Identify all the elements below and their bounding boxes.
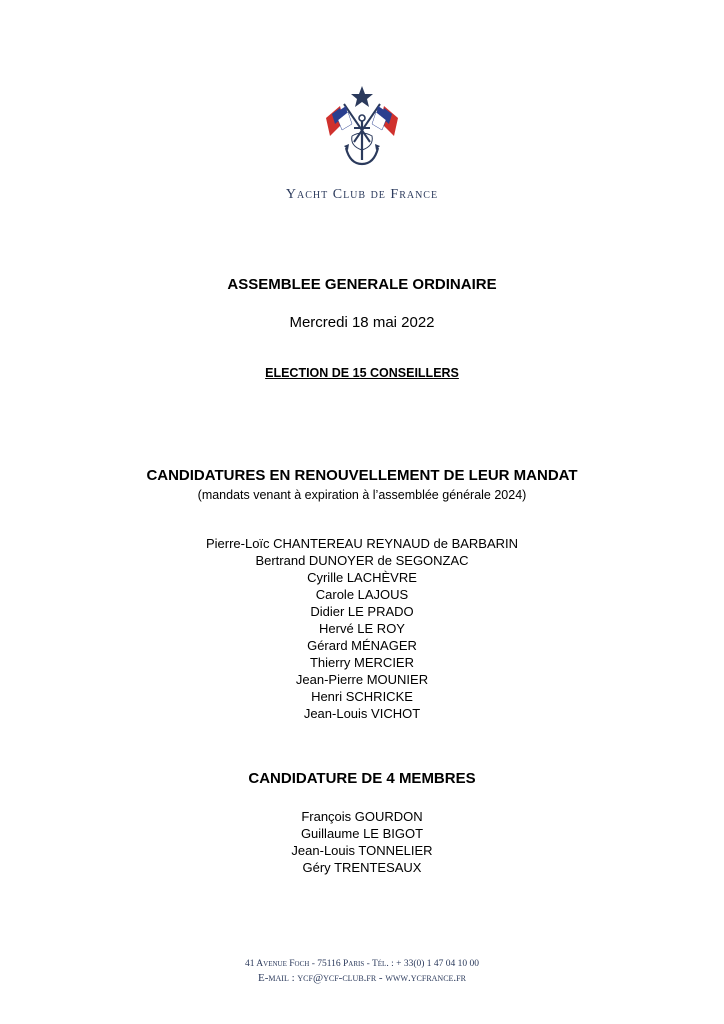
footer-contact: E-mail : ycf@ycf-club.fr - www.ycfrance.fr — [258, 972, 466, 984]
list-item: Géry TRENTESAUX — [302, 860, 422, 875]
meeting-title: ASSEMBLEE GENERALE ORDINAIRE — [227, 276, 497, 293]
new-members-heading: CANDIDATURE DE 4 MEMBRES — [248, 770, 476, 787]
list-item: Pierre-Loïc CHANTEREAU REYNAUD de BARBARIN — [205, 536, 519, 551]
list-item: Jean-Louis VICHOT — [303, 706, 421, 721]
renewal-subheading: (mandats venant à expiration à l’assemblée générale 2024) — [197, 488, 527, 502]
renewal-heading: CANDIDATURES EN RENOUVELLEMENT DE LEUR MANDAT — [146, 467, 578, 484]
list-item: Cyrille LACHÈVRE — [307, 570, 417, 585]
renewal-candidate-list — [0, 535, 724, 722]
yacht-club-burgee-anchor-icon — [322, 84, 402, 174]
meeting-date: Mercredi 18 mai 2022 — [289, 314, 435, 331]
club-name: Yacht Club de France — [285, 187, 439, 202]
list-item: Hervé LE ROY — [319, 621, 405, 636]
list-item: Guillaume LE BIGOT — [300, 826, 424, 841]
list-item: Carole LAJOUS — [315, 587, 409, 602]
list-item: Henri SCHRICKE — [311, 689, 413, 704]
list-item: Bertrand DUNOYER de SEGONZAC — [255, 553, 469, 568]
list-item: Gérard MÉNAGER — [307, 638, 417, 653]
footer — [0, 957, 724, 985]
list-item: Jean-Louis TONNELIER — [291, 843, 433, 858]
new-candidate-list — [0, 808, 724, 876]
footer-address: 41 Avenue Foch - 75116 Paris - Tél. : + 33(0) 1 47 04 10 00 — [244, 959, 480, 969]
election-title: ELECTION DE 15 CONSEILLERS — [265, 366, 459, 380]
list-item: Didier LE PRADO — [310, 604, 414, 619]
list-item: Thierry MERCIER — [309, 655, 414, 670]
list-item: Jean-Pierre MOUNIER — [295, 672, 429, 687]
list-item: François GOURDON — [301, 809, 423, 824]
